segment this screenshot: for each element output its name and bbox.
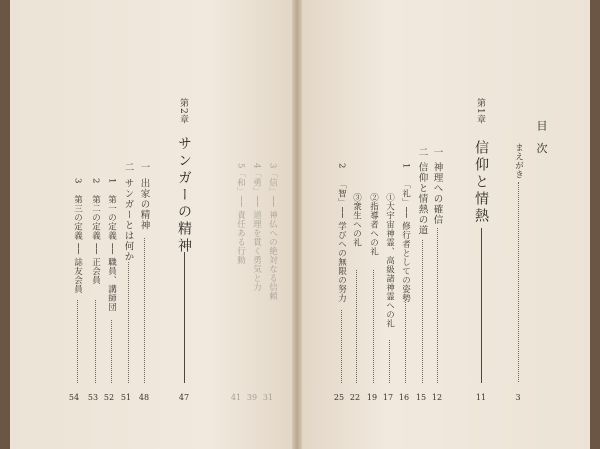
ch1-i1-label: 「礼」── 修行者としての姿勢 <box>400 180 411 303</box>
ch1-rule <box>481 228 482 383</box>
ch1-page: 11 <box>475 393 487 402</box>
ch1-s1-dots <box>437 228 438 383</box>
ch2-number: 第2章 <box>178 98 188 125</box>
ch1-i1c-label: ③衆生への礼 <box>351 193 362 247</box>
ch1-s2-label: 信仰と情熱の道 <box>416 162 428 236</box>
ch1-i1b-label: ②指導者への礼 <box>368 193 379 256</box>
faded-item-3-page: 31 <box>262 393 274 402</box>
ch2-i3-label: 第三の定義 ── 誌友会員 <box>72 195 83 294</box>
ch1-i1a-label: ①大宇宙神霊、高級諸神霊への礼 <box>384 193 395 328</box>
faded-item-4-page: 39 <box>246 393 258 402</box>
ch1-i2-dots <box>341 310 342 383</box>
ch2-i2-num: 2 <box>90 178 101 184</box>
ch1-i1c-dots <box>356 270 357 383</box>
faded-item-5: 5「和」── 責任ある行動 <box>235 163 246 265</box>
ch1-i1-dots <box>405 300 406 383</box>
ch2-s1-page: 48 <box>138 393 150 402</box>
faded-item-3: 3「信」── 神仏への絶対なる信頼 <box>267 163 278 301</box>
ch1-i1a-dots <box>389 340 390 383</box>
ch2-s2-num: 二 <box>122 162 134 173</box>
ch2-i1-num: 1 <box>106 178 117 184</box>
foreword-page: 3 <box>515 393 521 402</box>
ch2-s2-page: 51 <box>120 393 132 402</box>
ch2-i1-label: 第一の定義 ── 職員、講師団 <box>106 195 117 312</box>
ch1-i2-label: 「智」── 学びへの無限の努力 <box>336 180 347 303</box>
ch2-i2-page: 53 <box>87 393 99 402</box>
ch1-s2-page: 15 <box>415 393 427 402</box>
ch2-i1-dots <box>111 320 112 383</box>
faded-item-5-page: 41 <box>230 393 242 402</box>
ch2-page: 47 <box>178 393 190 402</box>
ch2-i2-label: 第二の定義 ── 正会員 <box>90 195 101 285</box>
ch2-title: サンガーの精神 <box>176 136 192 255</box>
ch1-i1-page: 16 <box>398 393 410 402</box>
ch1-i1a-page: 17 <box>382 393 394 402</box>
ch1-s1-label: 神理への確信 <box>431 162 443 225</box>
ch1-i1c-page: 22 <box>349 393 361 402</box>
ch2-s1-num: 一 <box>138 162 150 173</box>
ch1-i1b-page: 19 <box>366 393 378 402</box>
ch1-i2-num: 2 <box>336 163 347 169</box>
ch1-number: 第1章 <box>475 98 485 125</box>
ch1-s1-page: 12 <box>431 393 443 402</box>
ch2-i3-num: 3 <box>72 178 83 184</box>
toc-title: 目 次 <box>535 120 548 158</box>
ch2-rule <box>184 252 185 383</box>
foreword-label: まえがき <box>513 143 524 179</box>
foreword-dots <box>518 182 519 382</box>
book-gutter <box>292 0 302 449</box>
faded-item-4: 4「勇」── 道理を貫く勇気と力 <box>251 163 262 292</box>
ch2-i3-dots <box>77 300 78 383</box>
ch1-i1b-dots <box>373 270 374 383</box>
ch1-s1-num: 一 <box>431 147 443 158</box>
ch2-s2-label: サンガーとは何か <box>122 178 134 262</box>
ch1-i1-num: 1 <box>400 163 411 169</box>
ch2-s1-dots <box>144 238 145 383</box>
ch2-i1-page: 52 <box>103 393 115 402</box>
ch2-s2-dots <box>128 262 129 383</box>
ch1-s2-dots <box>422 240 423 383</box>
ch2-i2-dots <box>95 300 96 383</box>
ch2-s1-label: 出家の精神 <box>138 178 150 231</box>
ch1-i2-page: 25 <box>333 393 345 402</box>
ch1-title: 信仰と情熱 <box>473 140 489 225</box>
ch1-s2-num: 二 <box>416 147 428 158</box>
ch2-i3-page: 54 <box>68 393 80 402</box>
